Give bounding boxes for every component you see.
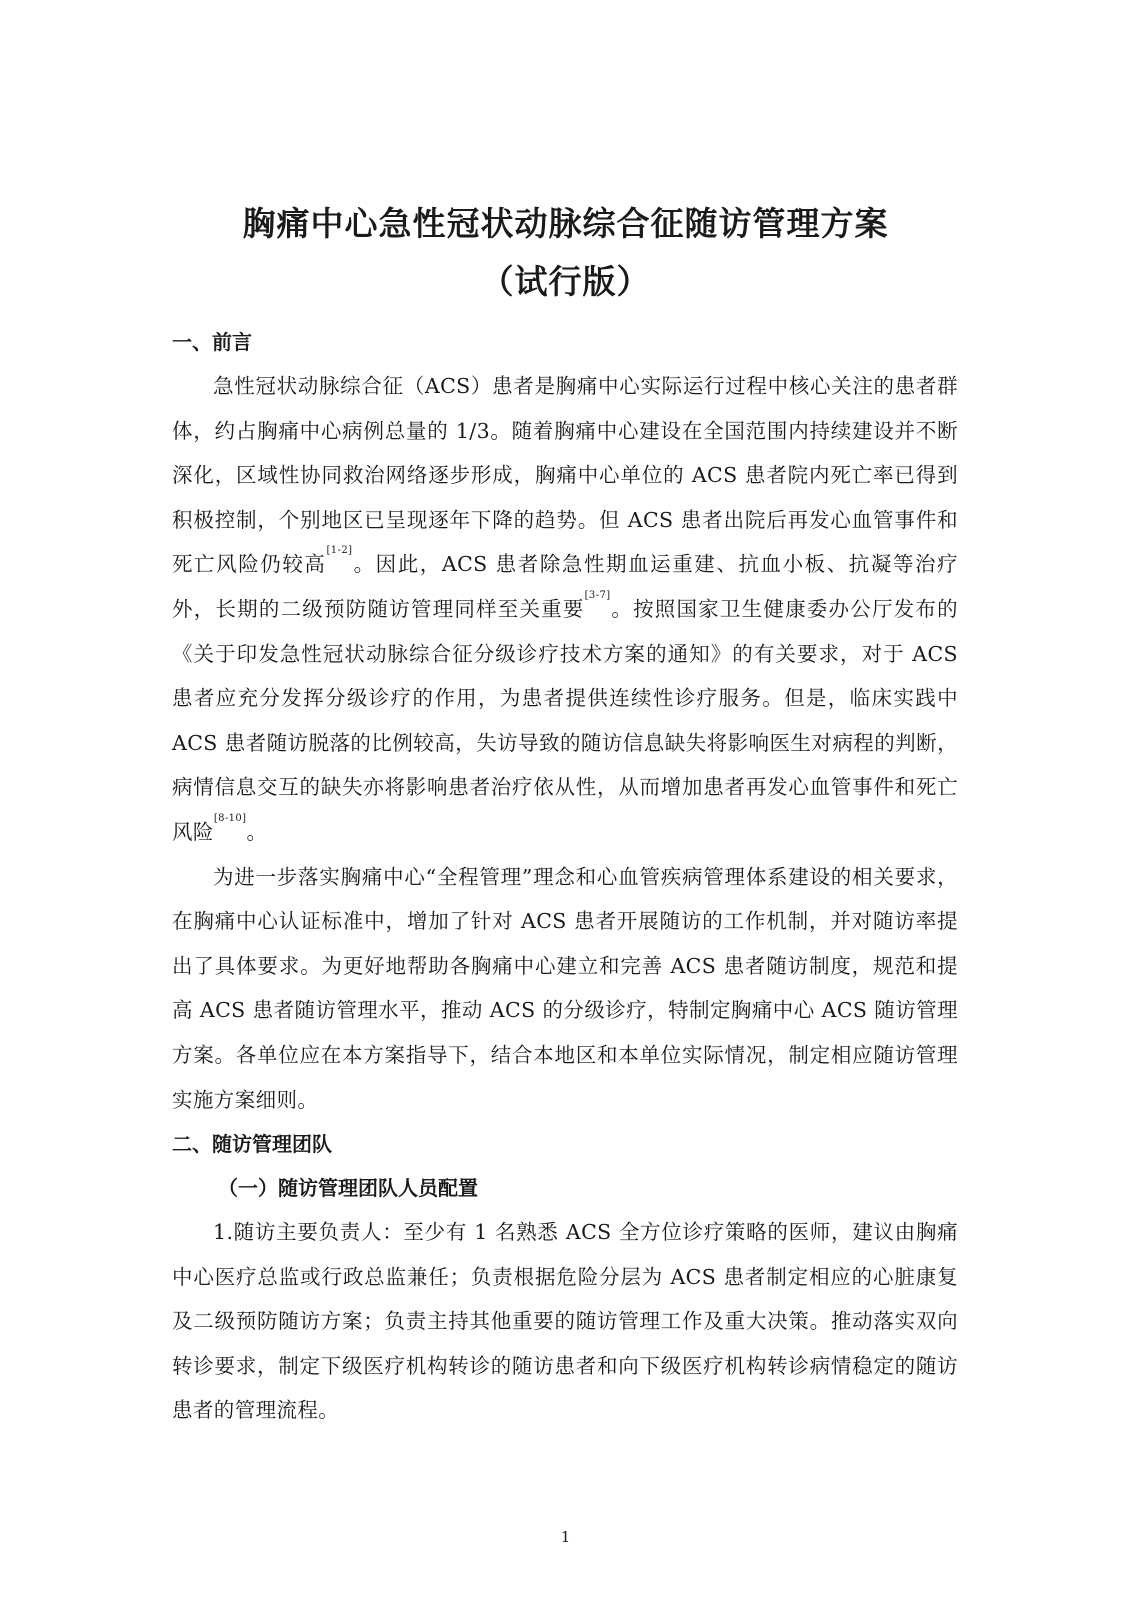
subsection-heading-staffing: （一）随访管理团队人员配置 bbox=[218, 1176, 478, 1201]
document-subtitle: （试行版） bbox=[480, 262, 651, 301]
paragraph-text: 。按照国家卫生健康委办公厅发布的《关于印发急性冠状动脉综合征分级诊疗技术方案的通知》的有关要求，对于 ACS 患者应充分发挥分级诊疗的作用，为患者提供连续性诊疗服务。但是，临床实践中 ACS 患者随访脱落的比例较高，失访导致的随访信息缺失将影响医生对病程的判断，病情信息交互的缺失亦将影响患者治疗依从性，从而增加患者再发心血管事件和死亡风险 bbox=[172, 596, 958, 844]
section-heading-team: 二、随访管理团队 bbox=[172, 1132, 332, 1157]
paragraph-text: 急性冠状动脉综合征（ACS）患者是胸痛中心实际运行过程中核心关注的患者群体，约占胸痛中心病例总量的 1/3。随着胸痛中心建设在全国范围内持续建设并不断深化，区域性协同救治网络逐步形成，胸痛中心单位的 ACS 患者院内死亡率已得到积极控制，个别地区已呈现逐年下降的趋势。但 ACS 患者出院后再发心血管事件和死亡风险仍较高 bbox=[172, 374, 958, 577]
title-block bbox=[0, 195, 1131, 311]
paragraph-preface-1 bbox=[172, 364, 958, 855]
document-body bbox=[172, 320, 958, 1433]
paragraph-text: 。 bbox=[246, 819, 268, 844]
citation-ref: [3-7] bbox=[584, 589, 611, 601]
section-heading-preface: 一、前言 bbox=[172, 330, 252, 354]
document-title: 胸痛中心急性冠状动脉综合征随访管理方案 bbox=[242, 204, 889, 243]
paragraph-staffing-1: 1.随访主要负责人：至少有 1 名熟悉 ACS 全方位诊疗策略的医师，建议由胸痛中心医疗总监或行政总监兼任；负责根据危险分层为 ACS 患者制定相应的心脏康复及二级预防随访方案；负责主持其他重要的随访管理工作及重大决策。推动落实双向转诊要求，制定下级医疗机构转诊的随访患者和向下级医疗机构转诊病情稳定的随访患者的管理流程。 bbox=[172, 1220, 958, 1423]
citation-ref: [1-2] bbox=[326, 545, 353, 557]
citation-ref: [8-10] bbox=[213, 812, 247, 824]
paragraph-preface-2: 为进一步落实胸痛中心“全程管理”理念和心血管疾病管理体系建设的相关要求，在胸痛中心认证标准中，增加了针对 ACS 患者开展随访的工作机制，并对随访率提出了具体要求。为更好地帮助各胸痛中心建立和完善 ACS 患者随访制度，规范和提高 ACS 患者随访管理水平，推动 ACS 的分级诊疗，特制定胸痛中心 ACS 随访管理方案。各单位应在本方案指导下，结合本地区和本单位实际情况，制定相应随访管理实施方案细则。 bbox=[172, 864, 958, 1112]
page-number: 1 bbox=[560, 1528, 571, 1546]
paragraph-text: 。因此，ACS 患者除急性期血运重建、抗血小板、抗凝等治疗外，长期的二级预防随访管理同样至关重要 bbox=[172, 552, 958, 621]
